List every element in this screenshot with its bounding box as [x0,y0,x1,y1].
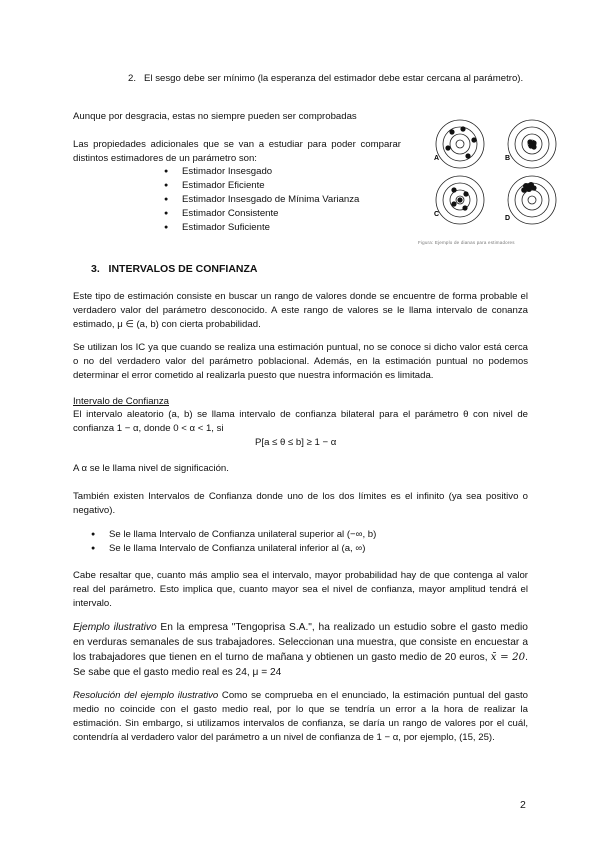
list-item-number: 2. [128,73,137,84]
target-label-c: C [434,211,440,218]
resolution-paragraph [73,689,528,745]
target-d-shots [521,182,536,193]
properties-list [164,165,424,235]
interval-definition: El intervalo aleatorio (a, b) se llama intervalo de confianza bilateral para el parámetro θ con nivel de confianza 1 − α, donde 0 < α < 1, si [73,409,528,434]
target-a [436,120,484,168]
section-title: INTERVALOS DE CONFIANZA [108,263,258,275]
example-paragraph [73,620,528,680]
property-item: ● Estimador Suficiente [164,221,424,235]
property-item: ● Estimador Insesgado de Mínima Varianza [164,193,424,207]
figure-caption: Figura: Ejemplo de dianas para estimadores [418,240,515,245]
paragraph-ic-use: Se utilizan los IC ya que cuando se realiza una estimación puntual, no se conoce si dicho valor está cerca o no del verdadero valor del parámetro poblacional. Además, en la estimación puntual no podemos determinar el error cometido al realizarla puesto que nuestra información es limitada. [73,342,528,381]
unilateral-list [91,528,521,556]
section-number: 3. [91,263,100,275]
paragraph-desgracia: Aunque por desgracia, estas no siempre pueden ser comprobadas [73,111,357,122]
paragraph-alpha: A α se le llama nivel de significación. [73,463,229,474]
interval-title: Intervalo de Confianza [73,396,169,407]
example-text: En la empresa "Tengoprisa S.A.", ha realizado un estudio sobre el gasto medio en verduras semanales de sus trabajadores. Seleccionan una muestra, que consiste en encuestar a los trabajadores que tienen en el turno de mañana y obtienen un gasto medio de 20 euros, [73,622,528,663]
interval-formula: P[a ≤ θ ≤ b] ≥ 1 − α [255,437,337,448]
paragraph-resaltar: Cabe resaltar que, cuanto más amplio sea el intervalo, mayor probabilidad hay de que contenga al valor real del parámetro. Esto implica que, cuanto mayor sea el nivel de confianza, mayor amplitud tendrá el intervalo. [73,570,528,609]
resolution-label: Resolución del ejemplo ilustrativo [73,690,219,701]
target-c-shots [451,187,468,210]
section-heading [91,262,257,276]
unilateral-item: ● Se le llama Intervalo de Confianza unilateral inferior al (a, ∞) [91,542,521,556]
list-item-text: El sesgo debe ser mínimo (la esperanza del estimador debe estar cercana al parámetro). [144,73,524,84]
paragraph-infinito: También existen Intervalos de Confianza donde uno de los dos límites es el infinito (ya sea positivo o negativo). [73,491,528,516]
target-label-b: B [505,155,511,162]
property-item: ● Estimador Eficiente [164,179,424,193]
unilateral-item: ● Se le llama Intervalo de Confianza unilateral superior al (−∞, b) [91,528,521,542]
example-label: Ejemplo ilustrativo [73,622,157,633]
resolution-text: Como se comprueba en el enunciado, la estimación puntual del gasto medio no coincide con el gasto medio real, por lo que se tendría un error a la hora de realizar la estimación. Sin embargo, si utilizamos intervalos de confianza, se daría un rango de valores por el cuál, contendría al verdadero valor del parámetro a un nivel de confianza de 1 − α, por ejemplo, (15, 25). [73,690,528,743]
target-b-shots [527,139,536,149]
property-item: ● Estimador Insesgado [164,165,424,179]
target-label-d: D [505,215,511,222]
property-item: ● Estimador Consistente [164,207,424,221]
target-label-a: A [434,155,440,162]
targets-figure [418,116,568,246]
list-item-2 [128,72,528,86]
example-formula: x̄ = 20 [490,652,526,663]
page-number: 2 [520,799,526,811]
paragraph-propiedades: Las propiedades adicionales que se van a estudiar para poder comparar distintos estimadores de un parámetro son: [73,139,401,164]
example-tail: . Se sabe que el gasto medio real es 24, μ = 24 [73,652,528,678]
paragraph-definition: Este tipo de estimación consiste en buscar un rango de valores donde se encuentre de forma probable el verdadero valor del parámetro desconocido. A este rango de valores se le llama intervalo de conanza estimado, μ ∈ (a, b) con cierta probabilidad. [73,291,528,330]
